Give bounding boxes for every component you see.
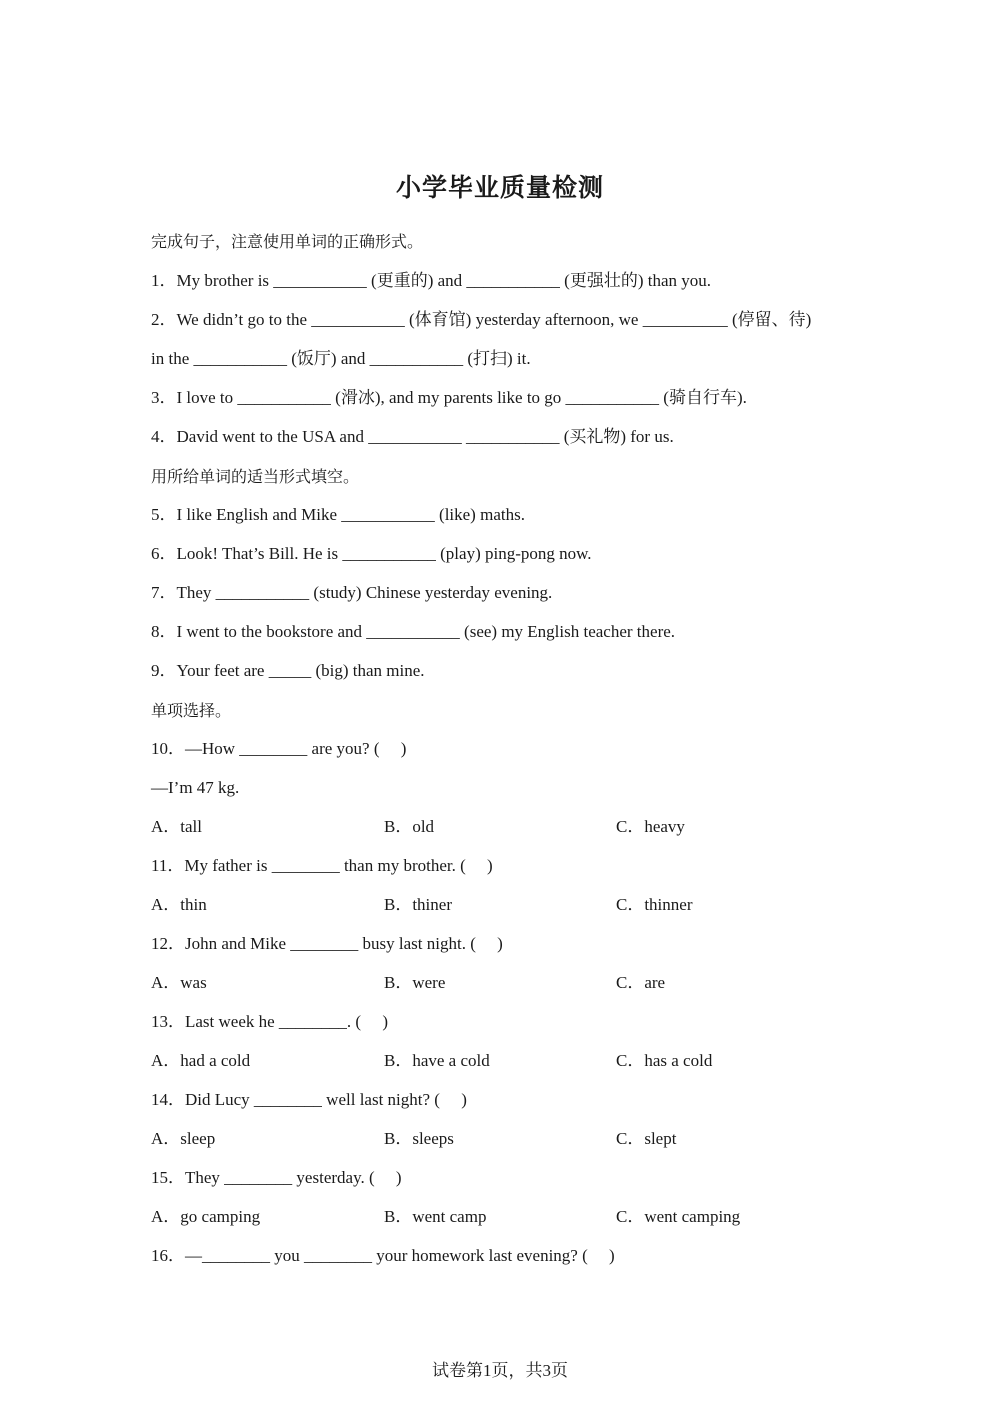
question-2-line-1: 2．We didn’t go to the ___________ (体育馆) yesterday afternoon, we __________ (停留、待) — [151, 310, 812, 329]
option-b: B．old — [384, 817, 435, 836]
option-b: B．went camp — [384, 1207, 487, 1226]
question-6: 6．Look! That’s Bill. He is ___________ (play) ping-pong now. — [151, 544, 592, 563]
option-a: A．had a cold — [151, 1051, 251, 1070]
page-title: 小学毕业质量检测 — [395, 173, 604, 202]
question-9: 9．Your feet are _____ (big) than mine. — [151, 661, 425, 680]
question-10: 10．—How ________ are you? ( ) — [151, 739, 407, 758]
option-c: C．has a cold — [616, 1051, 713, 1070]
question-11: 11．My father is ________ than my brother. ( ) — [151, 856, 493, 875]
option-c: C．are — [616, 973, 666, 992]
option-a: A．go camping — [151, 1207, 261, 1226]
question-3: 3．I love to ___________ (滑冰), and my parents like to go ___________ (骑自行车). — [151, 388, 747, 407]
section-heading-fill-blanks: 用所给单词的适当形式填空。 — [151, 467, 360, 486]
option-a: A．tall — [151, 817, 202, 836]
option-c: C．went camping — [616, 1207, 741, 1226]
question-2-line-2: in the ___________ (饭厅) and ___________ (打扫) it. — [151, 349, 531, 368]
option-c: C．thinner — [616, 895, 693, 914]
option-b: B．sleeps — [384, 1129, 454, 1148]
question-10-answer-line: —I’m 47 kg. — [151, 778, 240, 797]
option-a: A．was — [151, 973, 207, 992]
section-heading-multiple-choice: 单项选择。 — [151, 701, 232, 720]
question-12: 12．John and Mike ________ busy last night. ( ) — [151, 934, 503, 953]
question-15: 15．They ________ yesterday. ( ) — [151, 1168, 402, 1187]
page-footer: 试卷第1页，共3页 — [432, 1361, 568, 1380]
question-14: 14．Did Lucy ________ well last night? ( ) — [151, 1090, 467, 1109]
option-a: A．sleep — [151, 1129, 216, 1148]
question-8: 8．I went to the bookstore and ___________ (see) my English teacher there. — [151, 622, 676, 641]
question-16: 16．—________ you ________ your homework last evening? ( ) — [151, 1246, 615, 1265]
section-heading-complete-sentences: 完成句子，注意使用单词的正确形式。 — [151, 232, 424, 251]
question-13: 13．Last week he ________. ( ) — [151, 1012, 389, 1031]
option-b: B．thiner — [384, 895, 452, 914]
option-a: A．thin — [151, 895, 207, 914]
option-b: B．were — [384, 973, 446, 992]
question-4: 4．David went to the USA and ___________ ___________ (买礼物) for us. — [151, 427, 674, 446]
option-b: B．have a cold — [384, 1051, 490, 1070]
question-1: 1．My brother is ___________ (更重的) and ___________ (更强壮的) than you. — [151, 271, 712, 290]
option-c: C．slept — [616, 1129, 677, 1148]
option-c: C．heavy — [616, 817, 685, 836]
question-5: 5．I like English and Mike ___________ (like) maths. — [151, 505, 525, 524]
question-7: 7．They ___________ (study) Chinese yesterday evening. — [151, 583, 553, 602]
